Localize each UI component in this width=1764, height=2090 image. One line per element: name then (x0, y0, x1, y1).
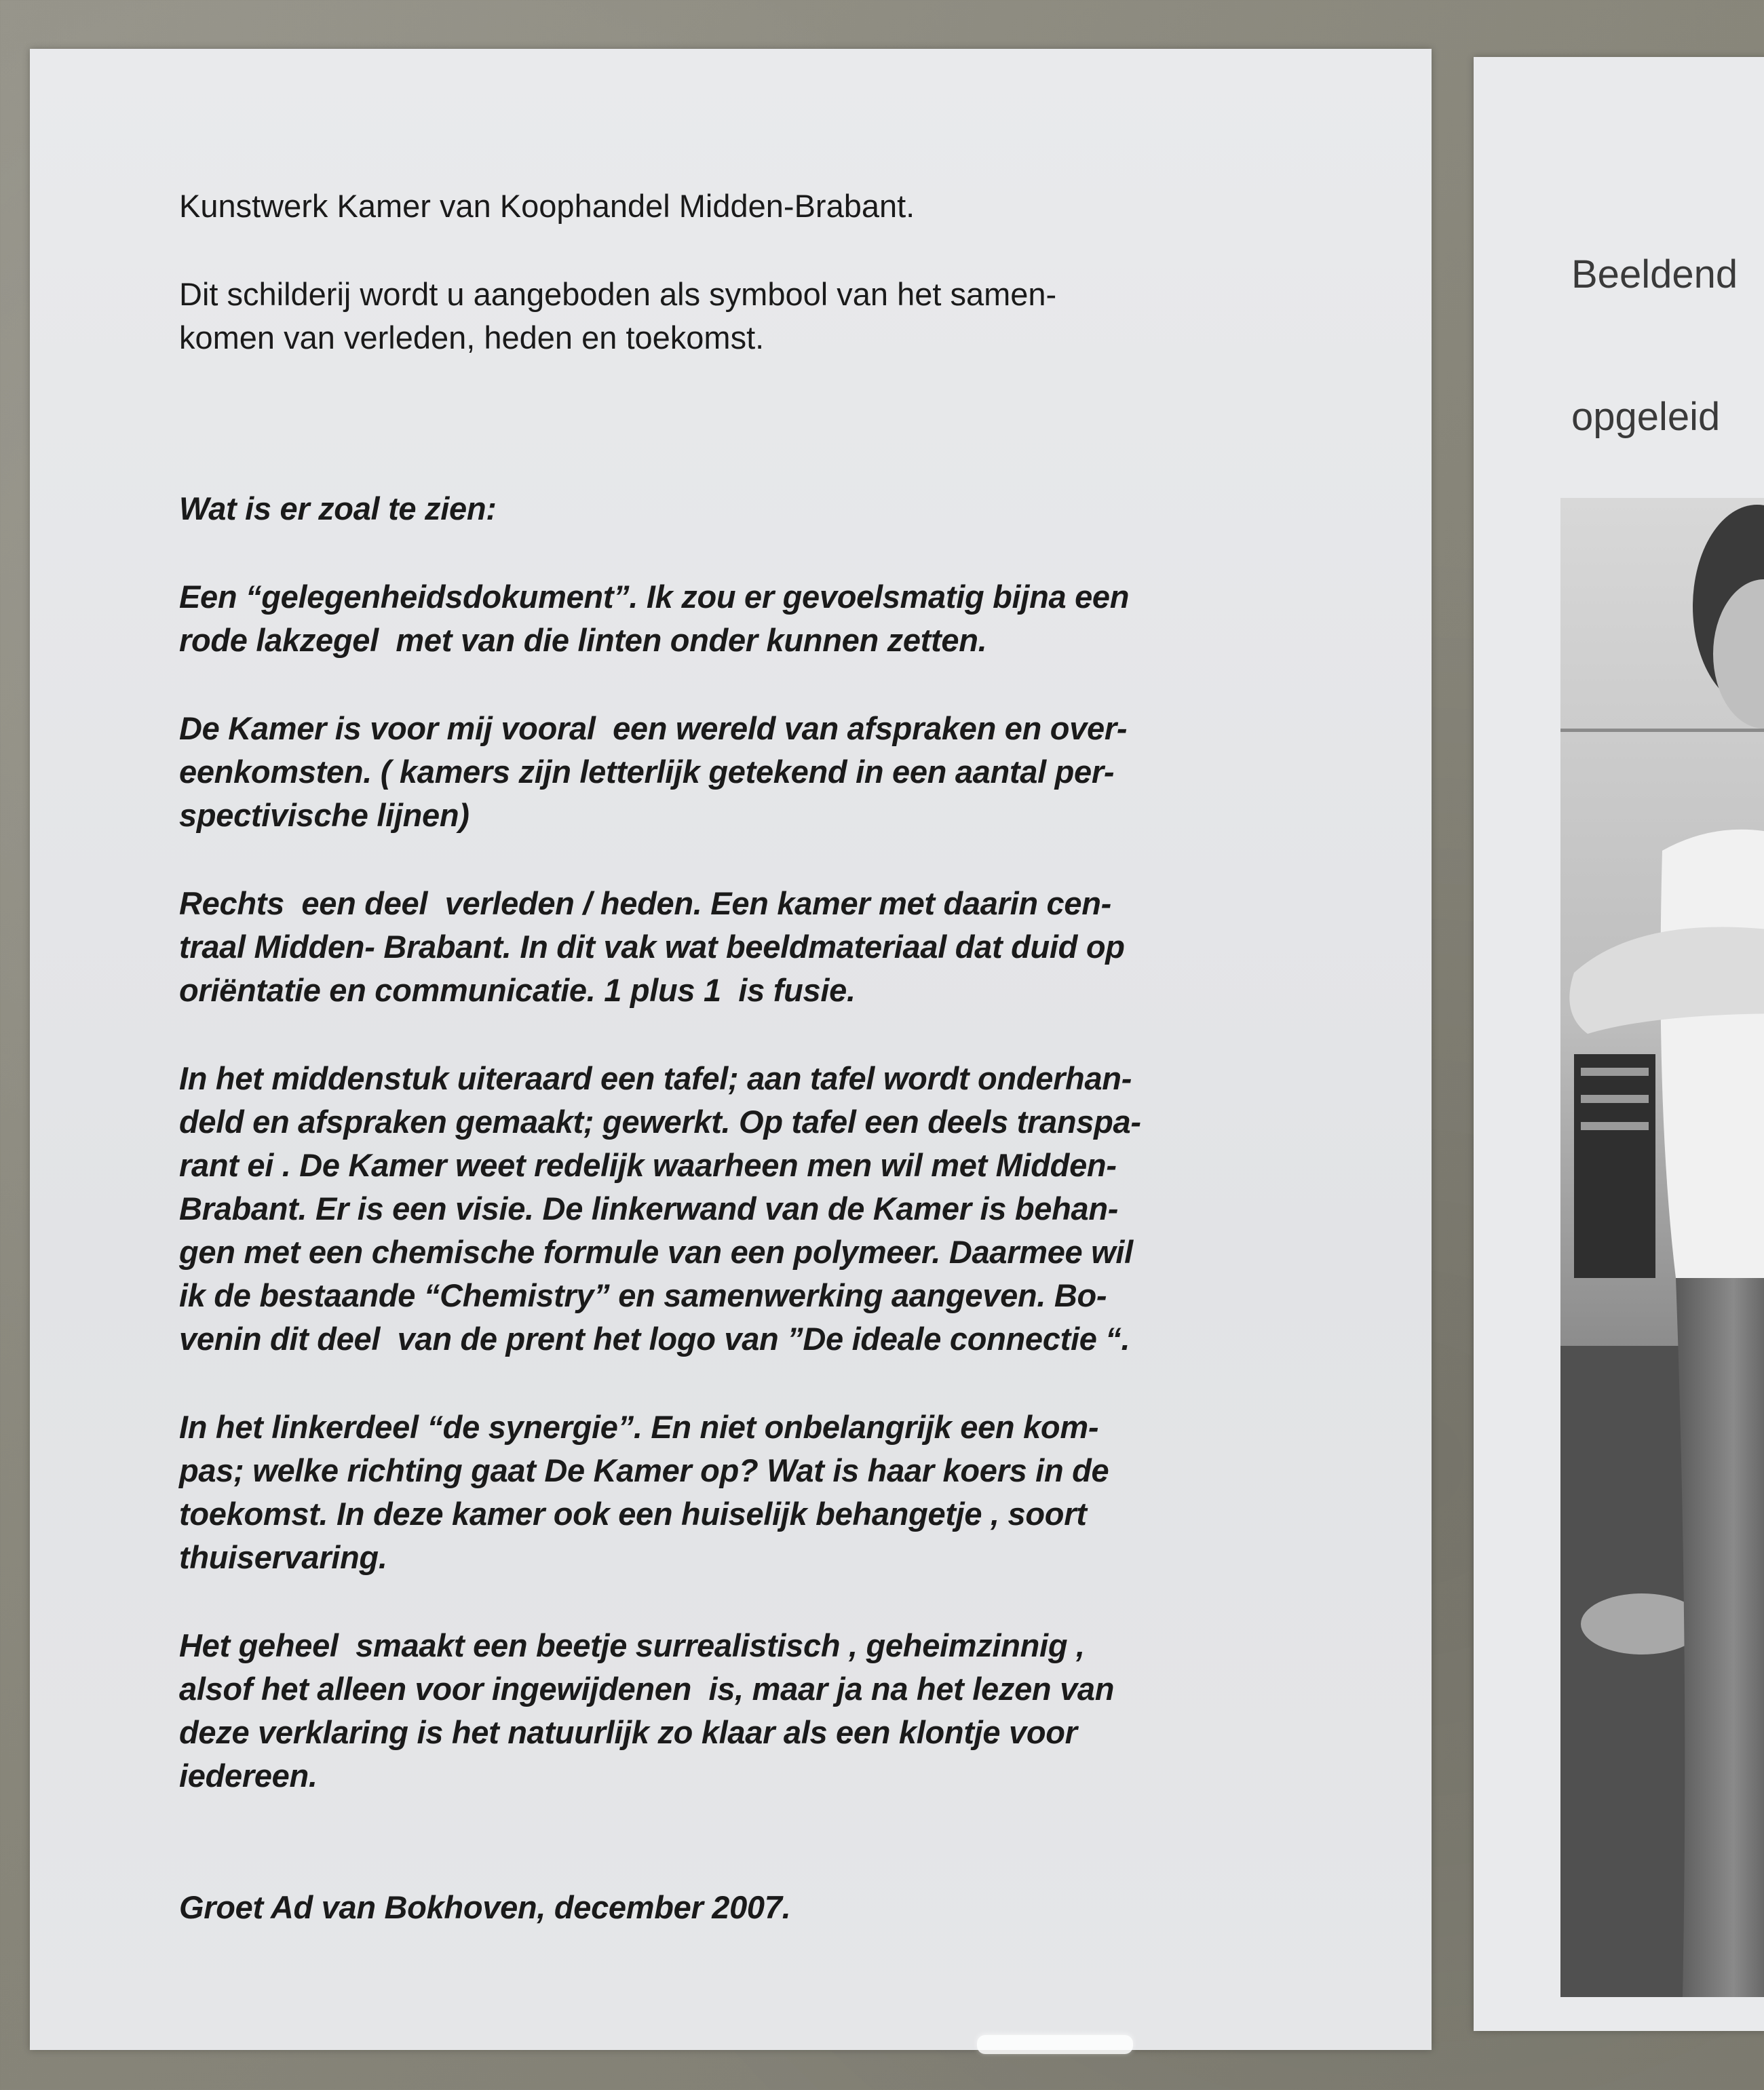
paragraph-line: Rechts een deel verleden / heden. Een kamer met daarin cen- (179, 885, 1111, 921)
paragraph-line: pas; welke richting gaat De Kamer op? Wat is haar koers in de (179, 1452, 1109, 1488)
paragraph-line: spectivische lijnen) (179, 797, 469, 833)
paragraph-line: gen met een chemische formule van een polymeer. Daarmee wil (179, 1234, 1133, 1270)
paragraph-line: rode lakzegel met van die linten onder kunnen zetten. (179, 622, 987, 658)
paragraph-line: deze verklaring is het natuurlijk zo klaar als een klontje voor (179, 1714, 1077, 1750)
paragraph-line: alsof het alleen voor ingewijdenen is, maar ja na het lezen van (179, 1671, 1115, 1707)
paper-tab (977, 2035, 1133, 2054)
second-sheet-line: opgeleid (1571, 395, 1721, 439)
paragraph-line: ik de bestaande “Chemistry” en samenwerking aangeven. Bo- (179, 1277, 1107, 1313)
paragraph-line: thuiservaring. (179, 1539, 387, 1575)
paragraph (179, 1057, 1387, 1361)
subheading: Wat is er zoal te zien: (179, 490, 497, 526)
second-sheet (1474, 57, 1764, 2031)
paragraph-line: venin dit deel van de prent het logo van ”De ideale connectie “. (179, 1321, 1130, 1357)
intro-paragraph (179, 273, 1387, 360)
paragraph-line: toekomst. In deze kamer ook een huiselijk behangetje , soort (179, 1496, 1087, 1532)
paragraph-line: traal Midden- Brabant. In dit vak wat beeldmateriaal dat duid op (179, 929, 1125, 965)
paragraph (179, 1624, 1387, 1798)
paragraph (179, 1406, 1387, 1579)
paragraph-line: In het linkerdeel “de synergie”. En niet onbelangrijk een kom- (179, 1409, 1099, 1445)
document-sheet (30, 49, 1432, 2050)
paragraph-line: Een “gelegenheidsdokument”. Ik zou er gevoelsmatig bijna een (179, 579, 1130, 615)
signature: Groet Ad van Bokhoven, december 2007. (179, 1889, 791, 1925)
paragraph-line: rant ei . De Kamer weet redelijk waarheen men wil met Midden- (179, 1147, 1117, 1183)
document-body (179, 185, 1387, 1929)
second-sheet-line: Beeldend (1571, 252, 1738, 296)
document-title: Kunstwerk Kamer van Koophandel Midden-Brabant. (179, 188, 915, 224)
paragraph (179, 882, 1387, 1012)
paragraph-line: Brabant. Er is een visie. De linkerwand van de Kamer is behan- (179, 1191, 1119, 1226)
paragraph-line: deld en afspraken gemaakt; gewerkt. Op tafel een deels transpa- (179, 1104, 1141, 1140)
intro-line: komen van verleden, heden en toekomst. (179, 320, 765, 355)
intro-line: Dit schilderij wordt u aangeboden als symbool van het samen- (179, 276, 1057, 312)
paragraph-line: eenkomsten. ( kamers zijn letterlijk getekend in een aantal per- (179, 754, 1115, 790)
paragraph (179, 707, 1387, 837)
paragraph-line: De Kamer is voor mij vooral een wereld van afspraken en over- (179, 710, 1128, 746)
paragraph-line: iedereen. (179, 1758, 318, 1794)
paragraph-line: oriëntatie en communicatie. 1 plus 1 is fusie. (179, 972, 856, 1008)
paragraph-line: Het geheel smaakt een beetje surrealistisch , geheimzinnig , (179, 1627, 1085, 1663)
paragraph-line: In het middenstuk uiteraard een tafel; aan tafel wordt onderhan- (179, 1060, 1132, 1096)
artist-photo (1560, 498, 1764, 1997)
paragraph (179, 575, 1387, 662)
